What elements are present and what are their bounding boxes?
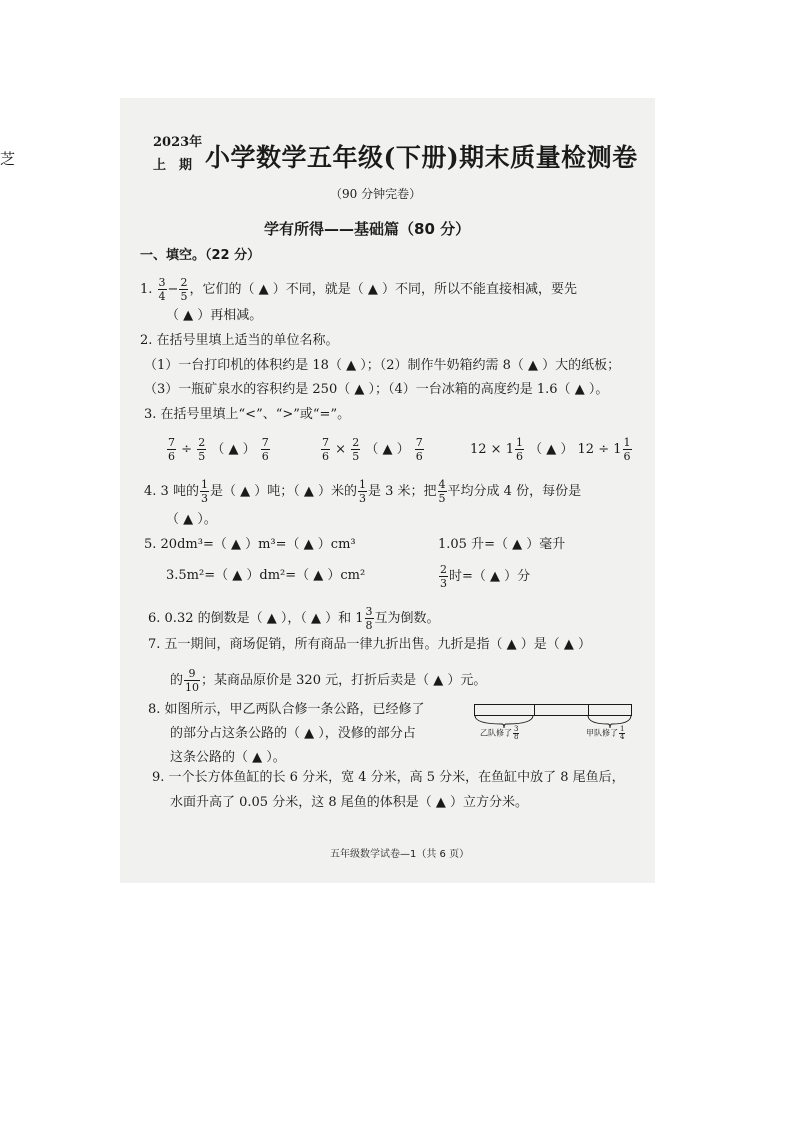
fraction: $\frac{1}{3}$ [200,478,208,505]
question-4: 4. 3 吨的 $\frac{1}{3}$ 是（ ▲ ）吨；（ ▲ ）米的 $\frac{1}{3}$ 是 3 米；把 $\frac{4}{5}$ 平均分成 4 份，每份是 [144,478,582,505]
question-6: 6. 0.32 的倒数是（ ▲ ），（ ▲ ）和 1 $\frac{3}{8}$ 互为倒数。 [148,605,440,632]
fraction: $\frac{1}{4}$ [620,725,625,741]
fraction: $\frac{1}{6}$ [623,436,631,463]
question-1-line2: （ ▲ ）再相减。 [166,308,263,323]
exam-year: 2023年 [153,135,203,150]
question-7-line2: 的 $\frac{9}{10}$ ；某商品原价是 320 元，打折后卖是（ ▲ ）元。 [170,667,487,694]
question-8-line1: 8. 如图所示，甲乙两队合修一条公路，已经修了 [148,702,425,717]
fraction: $\frac{2}{5}$ [198,436,206,463]
year-term [153,131,202,177]
fraction: $\frac{4}{5}$ [438,478,446,505]
bar-divider [534,705,535,715]
fraction: $\frac{1}{3}$ [358,478,366,505]
label-team-yi: 乙队修了 $\frac{3}{8}$ [480,725,519,741]
fraction: $\frac{7}{6}$ [168,436,175,463]
bar-divider [588,705,589,715]
section-title: 学有所得——基础篇（80 分） [264,220,471,238]
fraction: $\frac{7}{6}$ [261,436,269,463]
fraction: $\frac{9}{10}$ [185,667,200,694]
fraction: $\frac{2}{5}$ [352,436,360,463]
question-3-intro: 3. 在括号里填上“<”、“>”或“=”。 [144,407,351,422]
fraction: $\frac{2}{5}$ [180,276,188,303]
question-5c: 3.5m²=（ ▲ ）dm²=（ ▲ ）cm² [166,568,366,583]
fraction: $\frac{2}{3}$ [440,563,447,590]
question-2-line1: （1）一台打印机的体积约是 18（ ▲ ）；（2）制作牛奶箱约需 8（ ▲ ）大的纸板； [144,358,621,373]
question-2-intro: 2. 在括号里填上适当的单位名称。 [140,333,339,348]
question-2-line2: （3）一瓶矿泉水的容积约是 250（ ▲ ）；（4）一台冰箱的高度约是 1.6（ ▲ ）。 [144,382,609,397]
fraction: $\frac{3}{8}$ [365,605,373,632]
question-7-line1: 7. 五一期间，商场促销，所有商品一律九折出售。九折是指（ ▲ ）是（ ▲ ） [148,637,592,652]
question-1: 1. $\frac{3}{4}$ − $\frac{2}{5}$ ，它们的（ ▲ ）不同，就是（ ▲ ）不同，所以不能直接相减，要先 [140,276,577,303]
question-8-line2: 的部分占这条公路的（ ▲ ），没修的部分占 [170,726,416,741]
answer-blank: （ ▲ ） [211,442,256,457]
question-3c: 12 × 1 $\frac{1}{6}$ （ ▲ ） 12 ÷ 1 $\frac{1}{6}$ [470,436,631,463]
fraction: $\frac{7}{6}$ [415,436,423,463]
question-4-line2: （ ▲ ）。 [166,512,217,527]
page-footer: 五年级数学试卷—1（共 6 页） [330,849,470,860]
fraction: $\frac{7}{6}$ [322,436,329,463]
exam-title: 小学数学五年级(下册)期末质量检测卷 [205,143,638,172]
answer-blank: （ ▲ ） [529,442,574,457]
question-8-line3: 这条公路的（ ▲ ）。 [170,750,286,765]
answer-blank: （ ▲ ） [365,442,410,457]
question-5d: $\frac{2}{3}$ 时=（ ▲ ）分 [440,563,531,590]
fraction: $\frac{3}{4}$ [158,276,166,303]
road-diagram [474,704,634,744]
exam-term: 上 期 [153,158,193,173]
question-5b: 1.05 升=（ ▲ ）毫升 [438,537,566,552]
fraction: $\frac{3}{8}$ [514,725,519,741]
fraction: $\frac{1}{6}$ [515,436,523,463]
question-5a: 5. 20dm³=（ ▲ ）m³=（ ▲ ）cm³ [144,537,356,552]
label-team-jia: 甲队修了 $\frac{1}{4}$ [586,725,625,741]
exam-duration: （90 分钟完卷） [330,187,422,201]
side-mark: 芝 [0,150,16,168]
part-title: 一、填空。（22 分） [140,248,261,263]
question-3b: $\frac{7}{6}$ × $\frac{2}{5}$ （ ▲ ） $\frac{7}{6}$ [322,436,423,463]
question-9-line2: 水面升高了 0.05 分米，这 8 尾鱼的体积是（ ▲ ）立方分米。 [170,795,529,810]
question-3a: $\frac{7}{6}$ ÷ $\frac{2}{5}$ （ ▲ ） $\frac{7}{6}$ [168,436,269,463]
question-9-line1: 9. 一个长方体鱼缸的长 6 分米，宽 4 分米，高 5 分米，在鱼缸中放了 8 尾鱼后， [152,770,625,785]
